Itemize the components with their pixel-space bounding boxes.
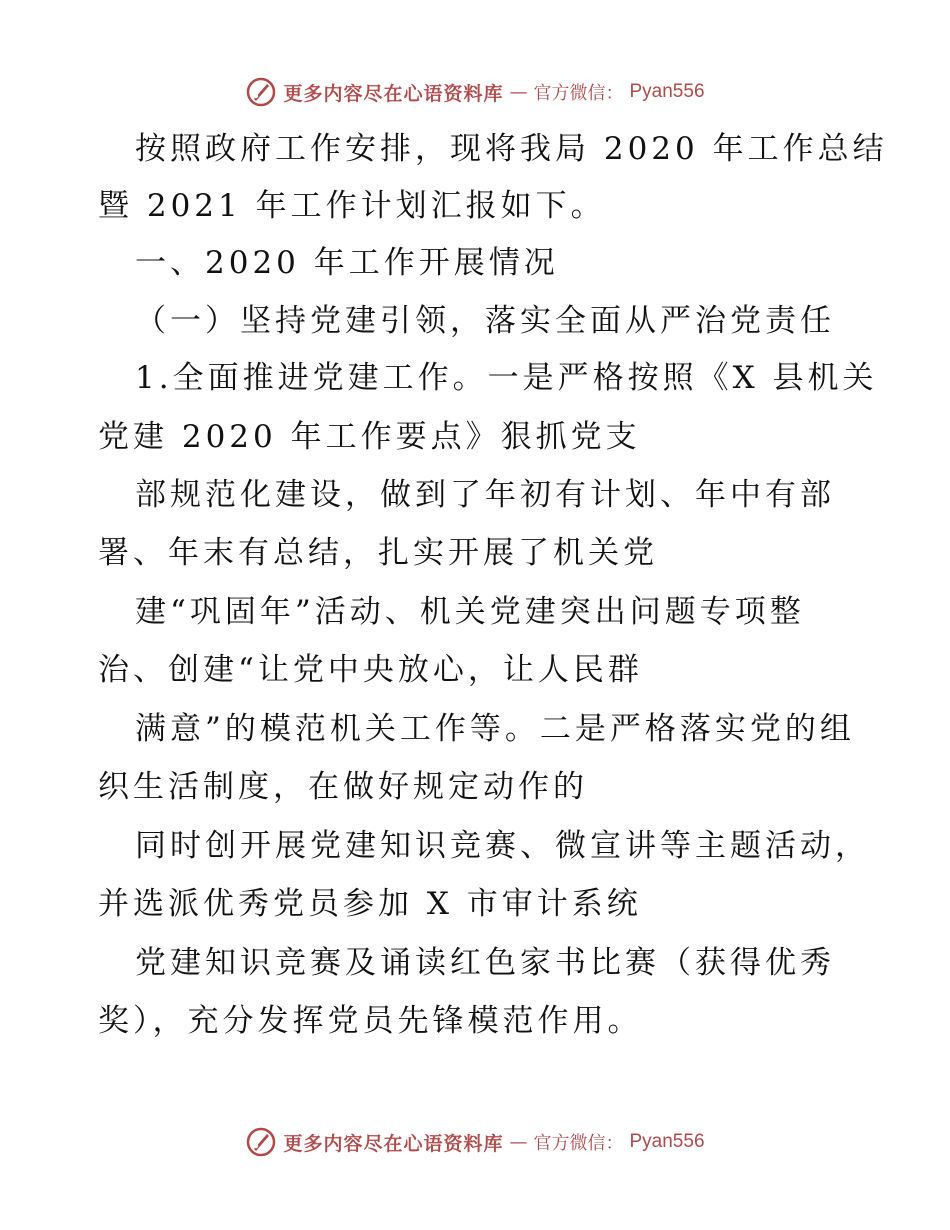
- paragraph-line: 按照政府工作安排，现将我局 2020 年工作总结: [135, 131, 888, 167]
- watermark-wechat-id: Pyan556: [629, 1131, 705, 1152]
- watermark-text: 更多内容尽在心语资料库: [283, 82, 504, 105]
- paragraph-line: 部规范化建设，做到了年初有计划、年中有部: [135, 477, 835, 513]
- paragraph-line: 并选派优秀党员参加 X 市审计系统: [98, 886, 642, 922]
- section-heading: 一、2020 年工作开展情况: [135, 245, 559, 281]
- header-watermark: [0, 72, 950, 112]
- paragraph-line: 党建 2020 年工作要点》狠抓党支: [98, 419, 641, 455]
- paragraph-line: 满意”的模范机关工作等。二是严格落实党的组: [135, 711, 855, 747]
- quill-seal-icon: [245, 1126, 277, 1158]
- subsection-heading: （一）坚持党建引领，落实全面从严治党责任: [135, 303, 835, 339]
- footer-watermark: [0, 1122, 950, 1162]
- watermark-separator: —: [509, 81, 528, 103]
- paragraph-line: 暨 2021 年工作计划汇报如下。: [98, 188, 606, 224]
- paragraph-line: 建“巩固年”活动、机关党建突出问题专项整: [135, 594, 805, 630]
- watermark-separator: —: [509, 1131, 528, 1153]
- paragraph-line: 党建知识竞赛及诵读红色家书比赛（获得优秀: [135, 945, 835, 981]
- watermark-text: 更多内容尽在心语资料库: [283, 1132, 504, 1155]
- paragraph-line: 织生活制度，在做好规定动作的: [98, 769, 588, 805]
- watermark-wechat-id: Pyan556: [629, 81, 705, 102]
- paragraph-line: 署、年末有总结，扎实开展了机关党: [98, 535, 658, 571]
- watermark-wechat-label: 官方微信：: [533, 1133, 624, 1154]
- paragraph-line: 奖），充分发挥党员先锋模范作用。: [98, 1003, 643, 1039]
- paragraph-line: 治、创建“让党中央放心，让人民群: [98, 652, 643, 688]
- paragraph-line: 1.全面推进党建工作。一是严格按照《X 县机关: [135, 360, 878, 396]
- watermark-wechat-label: 官方微信：: [533, 83, 624, 104]
- quill-seal-icon: [245, 76, 277, 108]
- paragraph-line: 同时创开展党建知识竞赛、微宣讲等主题活动，: [135, 828, 870, 864]
